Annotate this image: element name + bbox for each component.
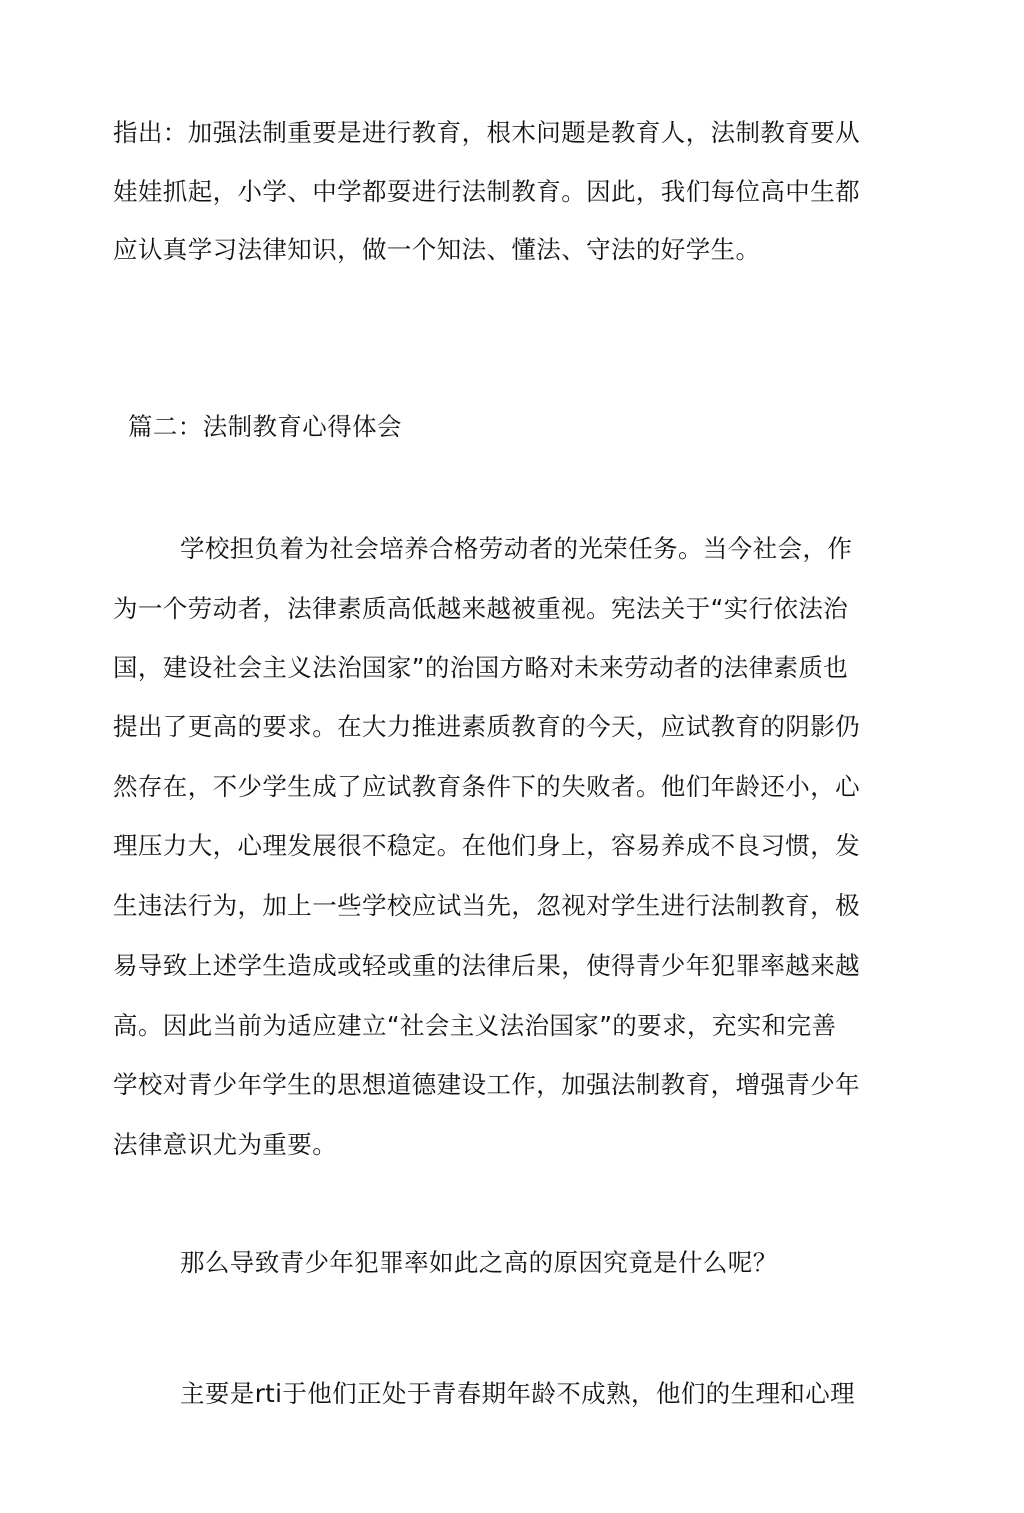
paragraph-line: 应认真学习法律知识，做一个知法、懂法、守法的好学生。 [113, 235, 761, 264]
paragraph-line: 主要是rti于他们正处于青春期年龄不成熟，他们的生理和心理 [180, 1379, 856, 1408]
paragraph-line: 学校担负着为社会培养合格劳动者的光荣任务。当今社会，作 [180, 534, 853, 563]
paragraph-line: 生违法行为，加上一些学校应试当先，忽视对学生进行法制教育，极 [113, 891, 860, 920]
paragraph-line: 易导致上述学生造成或轻或重的法律后果，使得青少年犯罪率越来越 [113, 951, 860, 980]
paragraph-line: 高。因此当前为适应建立“社会主义法治国家”的要求，充实和完善 [113, 1011, 837, 1040]
paragraph-line: 学校对青少年学生的思想道德建设工作，加强法制教育，增强青少年 [113, 1070, 860, 1099]
paragraph-line: 然存在，不少学生成了应试教育条件下的失败者。他们年龄还小，心 [113, 772, 860, 801]
paragraph-line: 国，建设社会主义法治国家”的治国方略对未来劳动者的法律素质也 [113, 653, 849, 682]
paragraph-line: 娃娃抓起，小学、中学都耍进行法制教育。因此，我们每位高中生都 [113, 177, 860, 206]
section-heading: 篇二：法制教育心得体会 [128, 412, 402, 441]
paragraph-line: 那么导致青少年犯罪率如此之高的原因究竟是什么呢？ [180, 1248, 778, 1277]
paragraph-line: 提出了更高的要求。在大力推进素质教育的今天，应试教育的阴影仍 [113, 712, 860, 741]
paragraph-line: 指出：加强法制重要是进行教育，根木问题是教育人，法制教育要从 [113, 118, 860, 147]
paragraph-line: 法律意识尤为重要。 [113, 1130, 338, 1159]
paragraph-line: 为一个劳动者，法律素质高低越来越被重视。宪法关于“实行依法治 [113, 594, 849, 623]
paragraph-line: 理压力大，心理发展很不稳定。在他们身上，容易养成不良习惯，发 [113, 831, 860, 860]
